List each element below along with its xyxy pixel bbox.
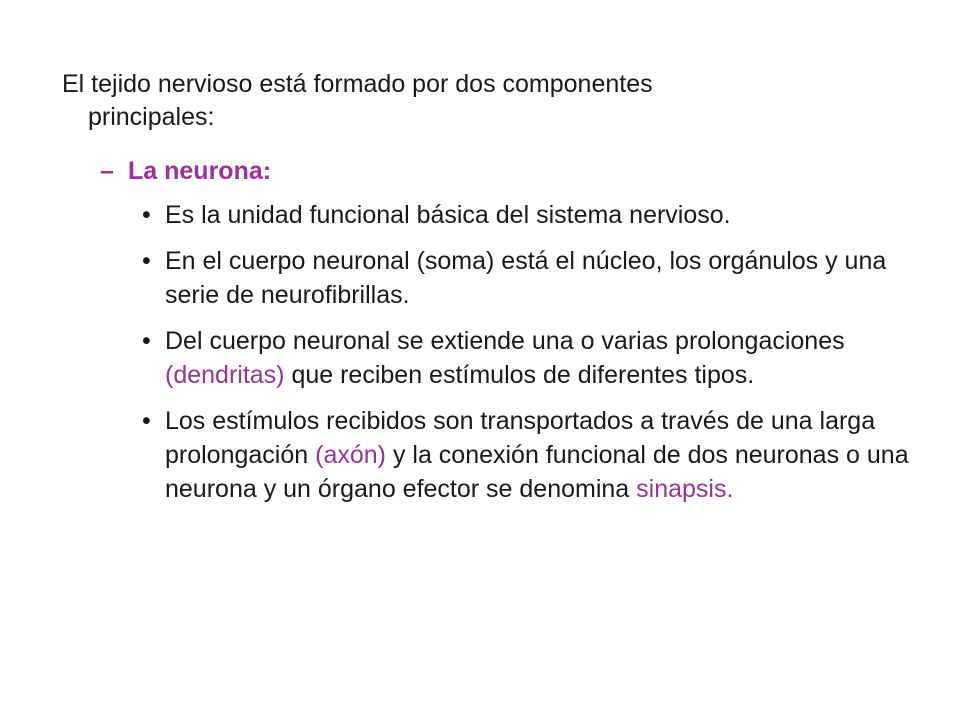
bullet-item-4 <box>142 404 912 506</box>
bullet-item-2 <box>142 244 912 312</box>
term-sinapsis: sinapsis. <box>636 475 734 503</box>
bullet-text: En el cuerpo neuronal (soma) está el núcleo, los orgánulos y una serie de neurofibrillas. <box>165 247 887 309</box>
bullet-icon: • <box>142 201 151 229</box>
bullet-text: Los estímulos recibidos son transportados a través de una larga prolongación <box>165 407 876 469</box>
intro-paragraph <box>62 68 862 134</box>
subheading-neurona <box>100 155 271 188</box>
bullet-icon: • <box>142 407 151 435</box>
intro-line-2: principales: <box>88 103 215 131</box>
term-dendritas: (dendritas) <box>165 361 285 389</box>
bullet-icon: • <box>142 327 151 355</box>
intro-line-1: El tejido nervioso está formado por dos componentes <box>62 70 653 98</box>
bullet-text: Es la unidad funcional básica del sistema nervioso. <box>165 201 731 229</box>
bullet-list <box>142 198 912 518</box>
subheading-label: La neurona: <box>128 157 272 185</box>
bullet-item-1 <box>142 198 912 232</box>
term-axon: (axón) <box>315 441 386 469</box>
bullet-icon: • <box>142 247 151 275</box>
bullet-text-cont: que reciben estímulos de diferentes tipos. <box>284 361 755 389</box>
bullet-item-3 <box>142 324 912 392</box>
bullet-text: Del cuerpo neuronal se extiende una o varias prolongaciones <box>165 327 845 355</box>
subheading-dash: – <box>100 157 114 185</box>
bullet-text-cont: y la conexión funcional de dos neuronas o una neurona y un órgano efector se denomina <box>165 441 909 503</box>
